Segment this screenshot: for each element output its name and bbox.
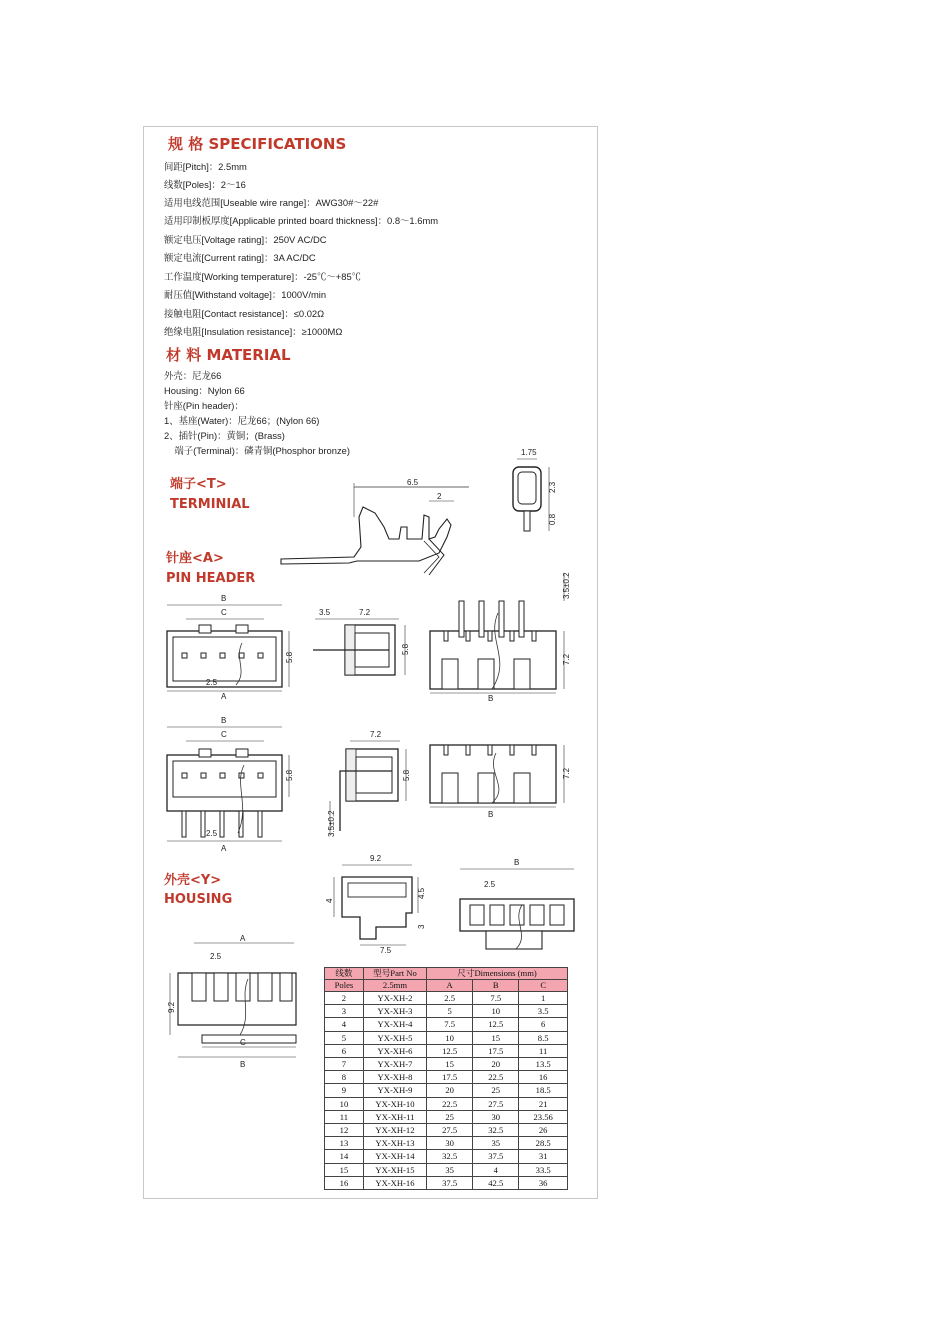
spec-line: 额定电流[Current rating]：3A AC/DC (164, 252, 316, 263)
material-line: 2、插针(Pin)：黄铜；(Brass) (164, 430, 285, 441)
table-row (325, 1110, 568, 1123)
table-row (325, 1058, 568, 1071)
cell-poles: 9 (325, 1084, 364, 1097)
material-line: 端子(Terminal)：磷青铜(Phosphor bronze) (164, 445, 350, 456)
table-row (325, 1084, 568, 1097)
dim-pin-header-c: C (221, 608, 227, 617)
cell-dim-b: 10 (473, 1005, 519, 1018)
cell-part-no: YX-XH-10 (363, 1097, 426, 1110)
pin-header-ra-side-view (326, 731, 416, 841)
table-header-poles: Poles (325, 980, 364, 992)
spec-line: 工作温度[Working temperature]：-25℃～+85℃ (164, 271, 362, 282)
dim-terminal-length: 6.5 (407, 478, 419, 487)
cell-dim-a: 2.5 (427, 992, 473, 1005)
table-row (325, 1031, 568, 1044)
dim-terminal-width: 1.75 (521, 448, 537, 457)
cell-poles: 8 (325, 1071, 364, 1084)
dim-terminal-tab: 2 (437, 492, 442, 501)
cell-dim-b: 30 (473, 1110, 519, 1123)
material-heading: 材 料 MATERIAL (166, 346, 291, 364)
dim-housing-top-w: 9.2 (167, 1001, 176, 1013)
cell-dim-c: 28.5 (519, 1137, 568, 1150)
cell-part-no: YX-XH-12 (363, 1124, 426, 1137)
table-row (325, 992, 568, 1005)
cell-dim-b: 32.5 (473, 1124, 519, 1137)
spec-line: 适用印制板厚度[Applicable printed board thickness]：0.8～1.6mm (164, 215, 439, 226)
dim-housing-pitch: 2.5 (484, 880, 496, 889)
table-row (325, 1018, 568, 1031)
parts-dimension-table (324, 967, 568, 1190)
dim-pin-header-ra-a: A (221, 844, 227, 853)
cell-part-no: YX-XH-13 (363, 1137, 426, 1150)
pin-header-ra-top-view (164, 715, 304, 855)
dim-housing-b: B (240, 1060, 246, 1069)
spec-line: 额定电压[Voltage rating]：250V AC/DC (164, 234, 327, 245)
dim-pin-header-ra-front-b: B (488, 810, 494, 819)
housing-label-cn: 外壳<Y> (164, 873, 222, 888)
table-header-c: C (519, 980, 568, 992)
cell-dim-b: 37.5 (473, 1150, 519, 1163)
cell-dim-b: 4 (473, 1163, 519, 1176)
cell-part-no: YX-XH-3 (363, 1005, 426, 1018)
spec-line: 线数[Poles]：2～16 (164, 179, 246, 190)
table-row (325, 1044, 568, 1057)
cell-dim-a: 10 (427, 1031, 473, 1044)
cell-dim-c: 26 (519, 1124, 568, 1137)
dim-pin-header-ra-depth: 7.2 (370, 730, 382, 739)
cell-part-no: YX-XH-14 (363, 1150, 426, 1163)
spec-line: 耐压值[Withstand voltage]：1000V/min (164, 289, 327, 300)
table-header-dimensions: 尺寸Dimensions (mm) (427, 968, 568, 980)
dim-housing-c: C (240, 1038, 246, 1047)
cell-dim-a: 32.5 (427, 1150, 473, 1163)
cell-dim-a: 20 (427, 1084, 473, 1097)
cell-part-no: YX-XH-8 (363, 1071, 426, 1084)
cell-dim-c: 1 (519, 992, 568, 1005)
cell-part-no: YX-XH-9 (363, 1084, 426, 1097)
cell-part-no: YX-XH-6 (363, 1044, 426, 1057)
dim-pin-header-ra-c: C (221, 730, 227, 739)
cell-dim-a: 35 (427, 1163, 473, 1176)
table-row (325, 1163, 568, 1176)
cell-poles: 11 (325, 1110, 364, 1123)
cell-dim-c: 36 (519, 1176, 568, 1189)
material-line: 外壳：尼龙66 (164, 370, 222, 381)
dim-housing-base: 7.5 (380, 946, 392, 955)
dim-housing-front-b: B (514, 858, 520, 867)
cell-dim-b: 25 (473, 1084, 519, 1097)
cell-dim-a: 12.5 (427, 1044, 473, 1057)
cell-dim-c: 8.5 (519, 1031, 568, 1044)
housing-top-view (164, 935, 304, 1070)
pin-header-label-en: PIN HEADER (166, 571, 256, 586)
cell-part-no: YX-XH-2 (363, 992, 426, 1005)
terminal-label-cn: 端子<T> (170, 477, 227, 492)
cell-poles: 13 (325, 1137, 364, 1150)
cell-dim-a: 27.5 (427, 1124, 473, 1137)
table-row (325, 1097, 568, 1110)
spec-line: 适用电线范围[Useable wire range]：AWG30#～22# (164, 197, 379, 208)
dim-housing-width: 9.2 (370, 854, 382, 863)
dim-pin-header-b: B (221, 594, 227, 603)
terminal-side-drawing (279, 477, 469, 577)
table-row (325, 1005, 568, 1018)
dim-housing-top-pitch: 2.5 (210, 952, 222, 961)
table-row (325, 1124, 568, 1137)
cell-dim-a: 22.5 (427, 1097, 473, 1110)
cell-dim-c: 33.5 (519, 1163, 568, 1176)
cell-dim-c: 16 (519, 1071, 568, 1084)
cell-poles: 15 (325, 1163, 364, 1176)
dim-pin-header-ra-h: 5.8 (285, 769, 294, 781)
dim-pin-header-ra-front-depth: 7.2 (562, 767, 571, 779)
dim-pin-header-h: 5.8 (285, 651, 294, 663)
cell-poles: 7 (325, 1058, 364, 1071)
dim-pin-header-ra-side-h: 5.8 (402, 769, 411, 781)
table-header-b: B (473, 980, 519, 992)
cell-dim-c: 21 (519, 1097, 568, 1110)
cell-dim-b: 17.5 (473, 1044, 519, 1057)
cell-part-no: YX-XH-16 (363, 1176, 426, 1189)
cell-poles: 2 (325, 992, 364, 1005)
dim-pin-header-front-depth: 7.2 (562, 653, 571, 665)
cell-dim-c: 3.5 (519, 1005, 568, 1018)
cell-dim-c: 13.5 (519, 1058, 568, 1071)
terminal-label-en: TERMINIAL (170, 497, 250, 512)
dim-pin-header-pitch: 2.5 (206, 678, 218, 687)
parts-table-body (325, 992, 568, 1190)
cell-dim-b: 27.5 (473, 1097, 519, 1110)
cell-poles: 4 (325, 1018, 364, 1031)
housing-front-view (456, 859, 581, 959)
cell-dim-a: 15 (427, 1058, 473, 1071)
cell-dim-b: 22.5 (473, 1071, 519, 1084)
datasheet-page (143, 126, 598, 1199)
cell-dim-b: 15 (473, 1031, 519, 1044)
cell-dim-a: 25 (427, 1110, 473, 1123)
cell-poles: 14 (325, 1150, 364, 1163)
dim-housing-h1: 4.5 (417, 887, 426, 899)
cell-dim-b: 7.5 (473, 992, 519, 1005)
cell-dim-c: 31 (519, 1150, 568, 1163)
housing-side-view (320, 855, 430, 955)
dim-pin-header-side-h: 5.8 (401, 643, 410, 655)
housing-label-en: HOUSING (164, 892, 233, 907)
spec-line: 接触电阻[Contact resistance]：≤0.02Ω (164, 308, 325, 319)
cell-poles: 3 (325, 1005, 364, 1018)
table-row (325, 1137, 568, 1150)
material-line: 针座(Pin header)： (164, 400, 244, 411)
spec-line: 间距[Pitch]：2.5mm (164, 161, 247, 172)
pin-header-ra-front-view (426, 743, 576, 823)
cell-dim-a: 30 (427, 1137, 473, 1150)
cell-part-no: YX-XH-11 (363, 1110, 426, 1123)
dim-terminal-h2: 0.8 (548, 513, 557, 525)
cell-part-no: YX-XH-4 (363, 1018, 426, 1031)
cell-part-no: YX-XH-15 (363, 1163, 426, 1176)
table-row (325, 1176, 568, 1189)
cell-dim-a: 5 (427, 1005, 473, 1018)
dim-pin-header-ra-b: B (221, 716, 227, 725)
dim-terminal-h1: 2.3 (548, 481, 557, 493)
table-header-pitch: 2.5mm (363, 980, 426, 992)
cell-dim-c: 23.56 (519, 1110, 568, 1123)
spec-line: 绝缘电阻[Insulation resistance]：≥1000MΩ (164, 326, 343, 337)
pin-header-side-view (309, 605, 419, 685)
cell-poles: 5 (325, 1031, 364, 1044)
specifications-heading: 规 格 SPECIFICATIONS (168, 135, 347, 153)
table-header-a: A (427, 980, 473, 992)
terminal-end-drawing (499, 445, 569, 540)
dim-pin-header-front-b: B (488, 694, 494, 703)
dim-housing-h2: 4 (325, 898, 334, 903)
cell-dim-c: 11 (519, 1044, 568, 1057)
cell-dim-b: 12.5 (473, 1018, 519, 1031)
pin-header-front-view (426, 573, 576, 703)
table-row (325, 1071, 568, 1084)
dim-pin-header-pinlen: 3.5±0.2 (562, 572, 571, 599)
cell-dim-a: 37.5 (427, 1176, 473, 1189)
material-line: 1、基座(Water)：尼龙66；(Nylon 66) (164, 415, 320, 426)
table-header-poles-cn: 线数 (325, 968, 364, 980)
cell-poles: 10 (325, 1097, 364, 1110)
table-row (325, 1150, 568, 1163)
cell-dim-a: 17.5 (427, 1071, 473, 1084)
dim-pin-header-a: A (221, 692, 227, 701)
pin-header-top-view (164, 593, 304, 703)
dim-pin-header-ra-pitch: 2.5 (206, 829, 218, 838)
dim-pin-header-depth: 7.2 (359, 608, 371, 617)
dim-pin-header-ra-pinlen: 3.5±0.2 (327, 810, 336, 837)
cell-poles: 12 (325, 1124, 364, 1137)
material-line: Housing：Nylon 66 (164, 385, 245, 396)
cell-poles: 6 (325, 1044, 364, 1057)
dim-housing-a: A (240, 934, 246, 943)
pin-header-label-cn: 针座<A> (166, 551, 224, 566)
cell-part-no: YX-XH-5 (363, 1031, 426, 1044)
cell-dim-b: 42.5 (473, 1176, 519, 1189)
dim-pin-header-pin: 3.5 (319, 608, 331, 617)
cell-dim-c: 18.5 (519, 1084, 568, 1097)
cell-dim-c: 6 (519, 1018, 568, 1031)
cell-part-no: YX-XH-7 (363, 1058, 426, 1071)
cell-poles: 16 (325, 1176, 364, 1189)
dim-housing-h3: 3 (417, 924, 426, 929)
cell-dim-b: 20 (473, 1058, 519, 1071)
table-header-partno: 型号Part No (363, 968, 426, 980)
cell-dim-a: 7.5 (427, 1018, 473, 1031)
cell-dim-b: 35 (473, 1137, 519, 1150)
